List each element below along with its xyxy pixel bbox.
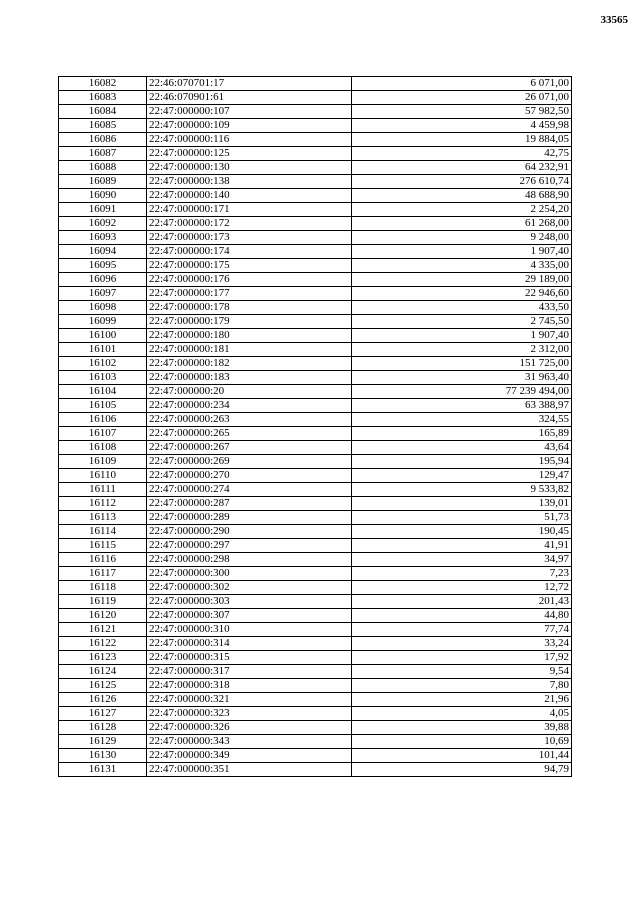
amount-cell: 4,05 <box>352 707 572 721</box>
row-number-cell: 16112 <box>59 497 147 511</box>
table-row <box>59 553 572 567</box>
table-row <box>59 343 572 357</box>
row-number-cell: 16083 <box>59 91 147 105</box>
table-row <box>59 245 572 259</box>
table-row <box>59 133 572 147</box>
row-number-cell: 16089 <box>59 175 147 189</box>
amount-cell: 6 071,00 <box>352 77 572 91</box>
amount-cell: 43,64 <box>352 441 572 455</box>
cadastral-code-cell: 22:47:000000:318 <box>147 679 352 693</box>
amount-cell: 9 248,00 <box>352 231 572 245</box>
row-number-cell: 16130 <box>59 749 147 763</box>
table-row <box>59 259 572 273</box>
cadastral-code-cell: 22:47:000000:125 <box>147 147 352 161</box>
amount-cell: 31 963,40 <box>352 371 572 385</box>
cadastral-code-cell: 22:47:000000:183 <box>147 371 352 385</box>
row-number-cell: 16096 <box>59 273 147 287</box>
cadastral-code-cell: 22:47:000000:263 <box>147 413 352 427</box>
amount-cell: 276 610,74 <box>352 175 572 189</box>
table-row <box>59 637 572 651</box>
table-row <box>59 357 572 371</box>
cadastral-code-cell: 22:47:000000:317 <box>147 665 352 679</box>
cadastral-code-cell: 22:47:000000:310 <box>147 623 352 637</box>
table-row <box>59 525 572 539</box>
cadastral-code-cell: 22:47:000000:20 <box>147 385 352 399</box>
row-number-cell: 16122 <box>59 637 147 651</box>
table-row <box>59 721 572 735</box>
table-row <box>59 609 572 623</box>
table-row <box>59 497 572 511</box>
amount-cell: 9,54 <box>352 665 572 679</box>
cadastral-code-cell: 22:46:070701:17 <box>147 77 352 91</box>
cadastral-code-cell: 22:47:000000:302 <box>147 581 352 595</box>
row-number-cell: 16095 <box>59 259 147 273</box>
row-number-cell: 16098 <box>59 301 147 315</box>
row-number-cell: 16086 <box>59 133 147 147</box>
cadastral-code-cell: 22:47:000000:175 <box>147 259 352 273</box>
amount-cell: 63 388,97 <box>352 399 572 413</box>
table-row <box>59 371 572 385</box>
cadastral-code-cell: 22:47:000000:323 <box>147 707 352 721</box>
amount-cell: 64 232,91 <box>352 161 572 175</box>
table-row <box>59 175 572 189</box>
table-row <box>59 203 572 217</box>
row-number-cell: 16123 <box>59 651 147 665</box>
row-number-cell: 16124 <box>59 665 147 679</box>
table-row <box>59 483 572 497</box>
cadastral-code-cell: 22:47:000000:172 <box>147 217 352 231</box>
cadastral-code-cell: 22:47:000000:116 <box>147 133 352 147</box>
amount-cell: 190,45 <box>352 525 572 539</box>
amount-cell: 4 459,98 <box>352 119 572 133</box>
row-number-cell: 16085 <box>59 119 147 133</box>
row-number-cell: 16084 <box>59 105 147 119</box>
row-number-cell: 16125 <box>59 679 147 693</box>
amount-cell: 2 254,20 <box>352 203 572 217</box>
cadastral-code-cell: 22:47:000000:138 <box>147 175 352 189</box>
row-number-cell: 16094 <box>59 245 147 259</box>
table-row <box>59 385 572 399</box>
amount-cell: 34,97 <box>352 553 572 567</box>
cadastral-code-cell: 22:47:000000:303 <box>147 595 352 609</box>
table-row <box>59 273 572 287</box>
row-number-cell: 16104 <box>59 385 147 399</box>
amount-cell: 7,80 <box>352 679 572 693</box>
amount-cell: 101,44 <box>352 749 572 763</box>
table-row <box>59 567 572 581</box>
cadastral-code-cell: 22:46:070901:61 <box>147 91 352 105</box>
amount-cell: 39,88 <box>352 721 572 735</box>
amount-cell: 151 725,00 <box>352 357 572 371</box>
amount-cell: 324,55 <box>352 413 572 427</box>
row-number-cell: 16091 <box>59 203 147 217</box>
cadastral-code-cell: 22:47:000000:173 <box>147 231 352 245</box>
cadastral-code-cell: 22:47:000000:181 <box>147 343 352 357</box>
table-row <box>59 679 572 693</box>
amount-cell: 29 189,00 <box>352 273 572 287</box>
row-number-cell: 16102 <box>59 357 147 371</box>
row-number-cell: 16128 <box>59 721 147 735</box>
row-number-cell: 16118 <box>59 581 147 595</box>
table-row <box>59 77 572 91</box>
amount-cell: 139,01 <box>352 497 572 511</box>
amount-cell: 4 335,00 <box>352 259 572 273</box>
row-number-cell: 16131 <box>59 763 147 777</box>
amount-cell: 195,94 <box>352 455 572 469</box>
amount-cell: 165,89 <box>352 427 572 441</box>
table-row <box>59 707 572 721</box>
amount-cell: 2 745,50 <box>352 315 572 329</box>
cadastral-code-cell: 22:47:000000:321 <box>147 693 352 707</box>
cadastral-code-cell: 22:47:000000:176 <box>147 273 352 287</box>
amount-cell: 17,92 <box>352 651 572 665</box>
cadastral-code-cell: 22:47:000000:178 <box>147 301 352 315</box>
cadastral-code-cell: 22:47:000000:274 <box>147 483 352 497</box>
cadastral-code-cell: 22:47:000000:130 <box>147 161 352 175</box>
amount-cell: 1 907,40 <box>352 329 572 343</box>
cadastral-code-cell: 22:47:000000:326 <box>147 721 352 735</box>
row-number-cell: 16103 <box>59 371 147 385</box>
row-number-cell: 16116 <box>59 553 147 567</box>
cadastral-code-cell: 22:47:000000:290 <box>147 525 352 539</box>
amount-cell: 7,23 <box>352 567 572 581</box>
row-number-cell: 16090 <box>59 189 147 203</box>
cadastral-code-cell: 22:47:000000:265 <box>147 427 352 441</box>
row-number-cell: 16117 <box>59 567 147 581</box>
cadastral-code-cell: 22:47:000000:289 <box>147 511 352 525</box>
table-row <box>59 595 572 609</box>
table-row <box>59 427 572 441</box>
table-row <box>59 217 572 231</box>
table-row <box>59 651 572 665</box>
cadastral-code-cell: 22:47:000000:307 <box>147 609 352 623</box>
amount-cell: 2 312,00 <box>352 343 572 357</box>
amount-cell: 48 688,90 <box>352 189 572 203</box>
cadastral-code-cell: 22:47:000000:177 <box>147 287 352 301</box>
amount-cell: 57 982,50 <box>352 105 572 119</box>
cadastral-code-cell: 22:47:000000:140 <box>147 189 352 203</box>
amount-cell: 26 071,00 <box>352 91 572 105</box>
row-number-cell: 16129 <box>59 735 147 749</box>
cadastral-code-cell: 22:47:000000:109 <box>147 119 352 133</box>
amount-cell: 22 946,60 <box>352 287 572 301</box>
table-row <box>59 329 572 343</box>
table-row <box>59 469 572 483</box>
table-row <box>59 665 572 679</box>
amount-cell: 44,80 <box>352 609 572 623</box>
cadastral-code-cell: 22:47:000000:174 <box>147 245 352 259</box>
cadastral-code-cell: 22:47:000000:351 <box>147 763 352 777</box>
cadastral-code-cell: 22:47:000000:300 <box>147 567 352 581</box>
row-number-cell: 16101 <box>59 343 147 357</box>
cadastral-code-cell: 22:47:000000:269 <box>147 455 352 469</box>
cadastral-code-cell: 22:47:000000:270 <box>147 469 352 483</box>
amount-cell: 433,50 <box>352 301 572 315</box>
row-number-cell: 16111 <box>59 483 147 497</box>
amount-cell: 33,24 <box>352 637 572 651</box>
amount-cell: 12,72 <box>352 581 572 595</box>
cadastral-code-cell: 22:47:000000:179 <box>147 315 352 329</box>
table-body <box>59 77 572 777</box>
cadastral-code-cell: 22:47:000000:180 <box>147 329 352 343</box>
table-row <box>59 539 572 553</box>
row-number-cell: 16121 <box>59 623 147 637</box>
row-number-cell: 16119 <box>59 595 147 609</box>
row-number-cell: 16097 <box>59 287 147 301</box>
amount-cell: 129,47 <box>352 469 572 483</box>
data-table <box>58 76 572 777</box>
cadastral-code-cell: 22:47:000000:297 <box>147 539 352 553</box>
table-row <box>59 735 572 749</box>
row-number-cell: 16120 <box>59 609 147 623</box>
table-row <box>59 105 572 119</box>
row-number-cell: 16114 <box>59 525 147 539</box>
amount-cell: 9 533,82 <box>352 483 572 497</box>
table-row <box>59 147 572 161</box>
table-row <box>59 91 572 105</box>
table-row <box>59 287 572 301</box>
cadastral-code-cell: 22:47:000000:234 <box>147 399 352 413</box>
table-row <box>59 511 572 525</box>
row-number-cell: 16082 <box>59 77 147 91</box>
table-row <box>59 749 572 763</box>
row-number-cell: 16105 <box>59 399 147 413</box>
row-number-cell: 16109 <box>59 455 147 469</box>
amount-cell: 19 884,05 <box>352 133 572 147</box>
row-number-cell: 16088 <box>59 161 147 175</box>
table-row <box>59 189 572 203</box>
row-number-cell: 16107 <box>59 427 147 441</box>
table-row <box>59 693 572 707</box>
row-number-cell: 16087 <box>59 147 147 161</box>
page-number: 33565 <box>600 14 628 26</box>
row-number-cell: 16099 <box>59 315 147 329</box>
amount-cell: 77,74 <box>352 623 572 637</box>
row-number-cell: 16127 <box>59 707 147 721</box>
amount-cell: 94,79 <box>352 763 572 777</box>
amount-cell: 41,91 <box>352 539 572 553</box>
row-number-cell: 16108 <box>59 441 147 455</box>
row-number-cell: 16100 <box>59 329 147 343</box>
amount-cell: 61 268,00 <box>352 217 572 231</box>
cadastral-code-cell: 22:47:000000:298 <box>147 553 352 567</box>
amount-cell: 21,96 <box>352 693 572 707</box>
table-row <box>59 455 572 469</box>
cadastral-code-cell: 22:47:000000:315 <box>147 651 352 665</box>
cadastral-code-cell: 22:47:000000:349 <box>147 749 352 763</box>
table-row <box>59 119 572 133</box>
table-row <box>59 441 572 455</box>
row-number-cell: 16110 <box>59 469 147 483</box>
table-row <box>59 301 572 315</box>
cadastral-code-cell: 22:47:000000:171 <box>147 203 352 217</box>
table-row <box>59 399 572 413</box>
table-row <box>59 413 572 427</box>
cadastral-code-cell: 22:47:000000:287 <box>147 497 352 511</box>
amount-cell: 77 239 494,00 <box>352 385 572 399</box>
row-number-cell: 16126 <box>59 693 147 707</box>
amount-cell: 10,69 <box>352 735 572 749</box>
table-row <box>59 581 572 595</box>
table-row <box>59 623 572 637</box>
table-row <box>59 315 572 329</box>
cadastral-code-cell: 22:47:000000:314 <box>147 637 352 651</box>
row-number-cell: 16115 <box>59 539 147 553</box>
row-number-cell: 16092 <box>59 217 147 231</box>
table-row <box>59 763 572 777</box>
cadastral-code-cell: 22:47:000000:343 <box>147 735 352 749</box>
cadastral-code-cell: 22:47:000000:107 <box>147 105 352 119</box>
amount-cell: 51,73 <box>352 511 572 525</box>
cadastral-code-cell: 22:47:000000:182 <box>147 357 352 371</box>
row-number-cell: 16093 <box>59 231 147 245</box>
row-number-cell: 16113 <box>59 511 147 525</box>
amount-cell: 1 907,40 <box>352 245 572 259</box>
table-row <box>59 231 572 245</box>
amount-cell: 201,43 <box>352 595 572 609</box>
cadastral-code-cell: 22:47:000000:267 <box>147 441 352 455</box>
row-number-cell: 16106 <box>59 413 147 427</box>
table-row <box>59 161 572 175</box>
amount-cell: 42,75 <box>352 147 572 161</box>
